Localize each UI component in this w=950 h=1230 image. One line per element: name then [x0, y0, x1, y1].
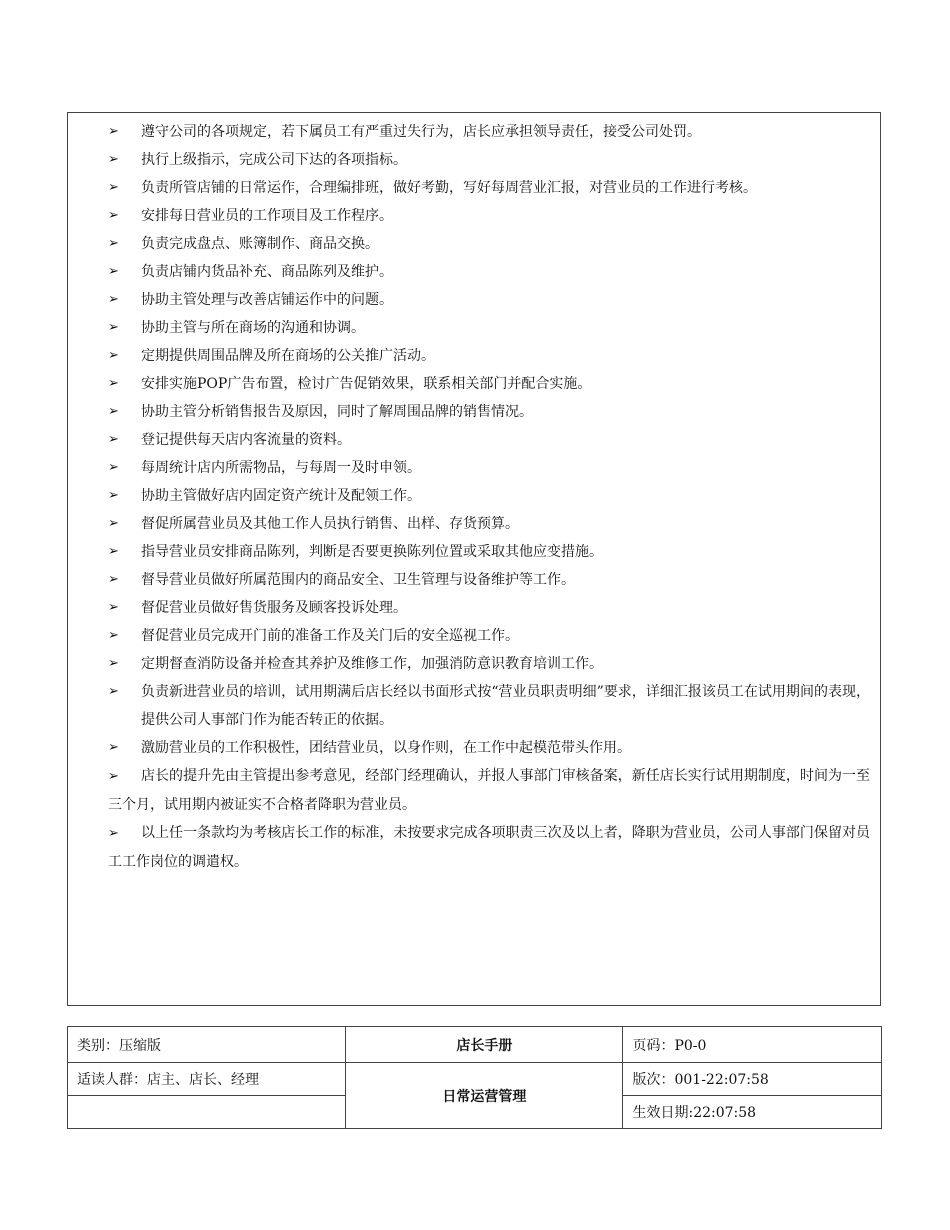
arrow-bullet-icon: ➢ — [108, 488, 119, 503]
duty-item-text: 督促所属营业员及其他工作人员执行销售、出样、存货预算。 — [141, 516, 519, 532]
arrow-bullet-icon: ➢ — [108, 292, 119, 307]
policy-paragraph — [68, 819, 880, 876]
category-cell: 类别：压缩版 — [68, 1027, 346, 1063]
duty-item — [68, 314, 880, 342]
duty-item-text: 协助主管与所在商场的沟通和协调。 — [141, 320, 365, 336]
arrow-bullet-icon: ➢ — [108, 656, 119, 671]
footer-table — [67, 1026, 882, 1129]
arrow-bullet-icon: ➢ — [108, 600, 119, 615]
duty-item — [68, 286, 880, 314]
audience-cell: 适读人群：店主、店长、经理 — [68, 1063, 346, 1096]
duty-item-text: 每周统计店内所需物品，与每周一及时申领。 — [141, 460, 421, 476]
duty-item — [68, 566, 880, 594]
duty-list — [68, 118, 880, 876]
duty-item — [68, 342, 880, 370]
duty-item-text: 协助主管分析销售报告及原因，同时了解周围品牌的销售情况。 — [141, 404, 533, 420]
duty-item-text: 激励营业员的工作积极性，团结营业员，以身作则，在工作中起模范带头作用。 — [141, 740, 631, 756]
duty-item — [68, 202, 880, 230]
duty-item-text: 负责完成盘点、账簿制作、商品交换。 — [141, 236, 379, 252]
arrow-bullet-icon: ➢ — [108, 404, 119, 419]
duty-item-text: 遵守公司的各项规定，若下属员工有严重过失行为，店长应承担领导责任，接受公司处罚。 — [141, 124, 701, 140]
duty-item-text: 督促营业员完成开门前的准备工作及关门后的安全巡视工作。 — [141, 628, 519, 644]
arrow-bullet-icon: ➢ — [108, 348, 119, 363]
duty-item — [68, 146, 880, 174]
arrow-bullet-icon: ➢ — [108, 628, 119, 643]
duty-item — [68, 230, 880, 258]
arrow-bullet-icon: ➢ — [108, 124, 119, 139]
duty-item-text: 督促营业员做好售货服务及顾客投诉处理。 — [141, 600, 407, 616]
arrow-bullet-icon: ➢ — [108, 208, 119, 223]
duty-item-text: 指导营业员安排商品陈列，判断是否要更换陈列位置或采取其他应变措施。 — [141, 544, 603, 560]
duty-item — [68, 482, 880, 510]
arrow-bullet-icon: ➢ — [108, 572, 119, 587]
arrow-bullet-icon: ➢ — [108, 516, 119, 531]
duty-item-text: 负责新进营业员的培训，试用期满后店长经以书面形式按“营业员职责明细”要求，详细汇报该员工在试用期间的表现，提供公司人事部门作为能否转正的依据。 — [141, 684, 870, 728]
policy-paragraph-text: 店长的提升先由主管提出参考意见，经部门经理确认，并报人事部门审核备案，新任店长实行试用期制度，时间为一至三个月，试用期内被证实不合格者降职为营业员。 — [108, 768, 870, 813]
duty-item — [68, 678, 880, 734]
arrow-bullet-icon: ➢ — [108, 152, 119, 167]
duty-item — [68, 174, 880, 202]
duty-item-text: 负责所管店铺的日常运作，合理编排班，做好考勤，写好每周营业汇报，对营业员的工作进行考核。 — [141, 180, 757, 196]
empty-cell — [68, 1096, 346, 1129]
arrow-bullet-icon: ➢ — [108, 544, 119, 559]
version-cell: 版次：001-22:07:58 — [623, 1063, 882, 1096]
manual-title: 店长手册 — [346, 1027, 623, 1063]
duty-item — [68, 258, 880, 286]
arrow-bullet-icon: ➢ — [108, 684, 119, 699]
arrow-bullet-icon: ➢ — [108, 769, 119, 784]
page-code-cell: 页码：P0-0 — [623, 1027, 882, 1063]
duty-item — [68, 454, 880, 482]
duty-item-text: 协助主管处理与改善店铺运作中的问题。 — [141, 292, 393, 308]
duty-item — [68, 538, 880, 566]
arrow-bullet-icon: ➢ — [108, 740, 119, 755]
duty-item — [68, 650, 880, 678]
duty-item-text: 协助主管做好店内固定资产统计及配领工作。 — [141, 488, 421, 504]
duty-item — [68, 426, 880, 454]
duty-item-text: 负责店铺内货品补充、商品陈列及维护。 — [141, 264, 393, 280]
duty-item — [68, 734, 880, 762]
duty-item-text: 定期提供周围品牌及所在商场的公关推广活动。 — [141, 348, 435, 364]
arrow-bullet-icon: ➢ — [108, 320, 119, 335]
duty-item — [68, 594, 880, 622]
effective-date-cell: 生效日期:22:07:58 — [623, 1096, 882, 1129]
duty-item — [68, 510, 880, 538]
arrow-bullet-icon: ➢ — [108, 432, 119, 447]
arrow-bullet-icon: ➢ — [108, 460, 119, 475]
arrow-bullet-icon: ➢ — [108, 180, 119, 195]
duty-item-text: 督导营业员做好所属范围内的商品安全、卫生管理与设备维护等工作。 — [141, 572, 575, 588]
arrow-bullet-icon: ➢ — [108, 826, 119, 841]
duty-item-text: 安排实施POP广告布置，检讨广告促销效果，联系相关部门并配合实施。 — [141, 376, 592, 392]
content-box — [67, 112, 881, 1006]
arrow-bullet-icon: ➢ — [108, 376, 119, 391]
duty-item-text: 登记提供每天店内客流量的资料。 — [141, 432, 351, 448]
arrow-bullet-icon: ➢ — [108, 264, 119, 279]
duty-item — [68, 398, 880, 426]
arrow-bullet-icon: ➢ — [108, 236, 119, 251]
duty-item-text: 定期督查消防设备并检查其养护及维修工作，加强消防意识教育培训工作。 — [141, 656, 603, 672]
section-subtitle: 日常运营管理 — [346, 1063, 623, 1129]
duty-item-text: 执行上级指示，完成公司下达的各项指标。 — [141, 152, 407, 168]
policy-paragraph — [68, 762, 880, 819]
duty-item — [68, 370, 880, 398]
policy-paragraph-text: 以上任一条款均为考核店长工作的标准，未按要求完成各项职责三次及以上者，降职为营业员，公司人事部门保留对员工工作岗位的调遣权。 — [108, 825, 870, 870]
duty-item-text: 安排每日营业员的工作项目及工作程序。 — [141, 208, 393, 224]
duty-item — [68, 622, 880, 650]
duty-item — [68, 118, 880, 146]
